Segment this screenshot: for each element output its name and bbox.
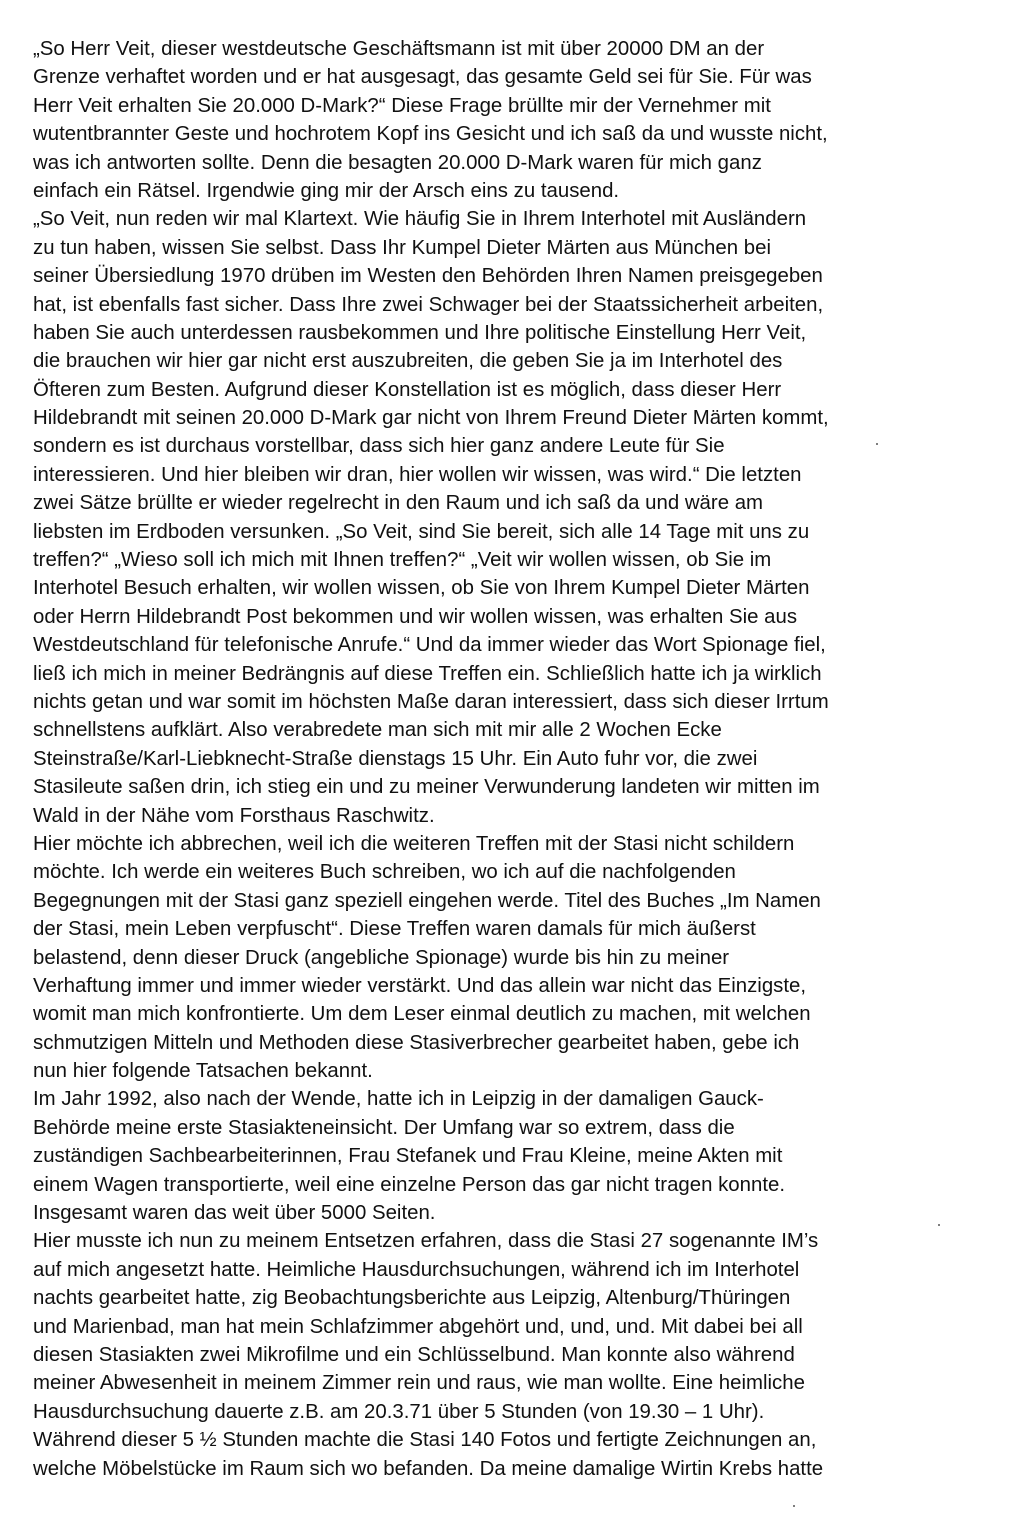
text-line: Steinstraße/Karl-Liebknecht-Straße dienstags 15 Uhr. Ein Auto fuhr vor, die zwei <box>33 746 758 770</box>
text-line: Hier möchte ich abbrechen, weil ich die weiteren Treffen mit der Stasi nicht schildern <box>33 831 795 855</box>
text-line: nachts gearbeitet hatte, zig Beobachtungsberichte aus Leipzig, Altenburg/Thüringen <box>33 1286 791 1310</box>
text-line: nun hier folgende Tatsachen bekannt. <box>33 1059 373 1083</box>
text-line: auf mich angesetzt hatte. Heimliche Hausdurchsuchungen, während ich im Interhotel <box>33 1257 800 1281</box>
text-line: sondern es ist durchaus vorstellbar, dass sich hier ganz andere Leute für Sie <box>33 434 725 458</box>
scan-speck <box>938 1224 940 1226</box>
text-line: belastend, denn dieser Druck (angebliche Spionage) wurde bis hin zu meiner <box>33 945 730 969</box>
text-line: womit man mich konfrontierte. Um dem Leser einmal deutlich zu machen, mit welchen <box>33 1002 811 1026</box>
text-line: schmutzigen Mitteln und Methoden diese Stasiverbrecher gearbeitet haben, gebe ich <box>33 1030 800 1054</box>
text-line: oder Herrn Hildebrandt Post bekommen und wir wollen wissen, was erhalten Sie aus <box>33 604 798 628</box>
text-line: zuständigen Sachbearbeiterinnen, Frau Stefanek und Frau Kleine, meine Akten mit <box>33 1144 783 1168</box>
text-line: Hier musste ich nun zu meinem Entsetzen erfahren, dass die Stasi 27 sogenannte IM’s <box>33 1229 819 1253</box>
text-line: die brauchen wir hier gar nicht erst auszubreiten, die geben Sie ja im Interhotel des <box>33 349 783 373</box>
scan-speck <box>876 443 878 445</box>
text-line: liebsten im Erdboden versunken. „So Veit, sind Sie bereit, sich alle 14 Tage mit uns zu <box>33 519 810 543</box>
text-line: Behörde meine erste Stasiakteneinsicht. Der Umfang war so extrem, dass die <box>33 1115 735 1139</box>
text-line: wutentbrannter Geste und hochrotem Kopf ins Gesicht und ich saß da und wusste nicht, <box>33 122 828 146</box>
text-line: treffen?“ „Wieso soll ich mich mit Ihnen treffen?“ „Veit wir wollen wissen, ob Sie im <box>33 548 772 572</box>
text-line: nichts getan und war somit im höchsten Maße daran interessiert, dass sich dieser Irrtum <box>33 689 829 713</box>
text-line: Insgesamt waren das weit über 5000 Seiten. <box>33 1201 436 1225</box>
text-line: Herr Veit erhalten Sie 20.000 D-Mark?“ Diese Frage brüllte mir der Vernehmer mit <box>33 93 771 117</box>
text-line: seiner Übersiedlung 1970 drüben im Westen den Behörden Ihren Namen preisgegeben <box>33 264 823 288</box>
scan-speck <box>793 1505 795 1507</box>
text-line: möchte. Ich werde ein weiteres Buch schreiben, wo ich auf die nachfolgenden <box>33 860 736 884</box>
text-line: welche Möbelstücke im Raum sich wo befanden. Da meine damalige Wirtin Krebs hatte <box>33 1456 824 1480</box>
text-line: Westdeutschland für telefonische Anrufe.“ Und da immer wieder das Wort Spionage fiel, <box>33 633 826 657</box>
text-line: „So Herr Veit, dieser westdeutsche Geschäftsmann ist mit über 20000 DM an der <box>33 37 765 60</box>
text-line: Während dieser 5 ½ Stunden machte die Stasi 140 Fotos und fertigte Zeichnungen an, <box>33 1428 817 1452</box>
text-line: Hausdurchsuchung dauerte z.B. am 20.3.71 über 5 Stunden (von 19.30 – 1 Uhr). <box>33 1399 765 1423</box>
text-line: zwei Sätze brüllte er wieder regelrecht in den Raum und ich saß da und wäre am <box>33 491 764 515</box>
text-line: „So Veit, nun reden wir mal Klartext. Wie häufig Sie in Ihrem Interhotel mit Ausländern <box>33 207 807 231</box>
text-line: und Marienbad, man hat mein Schlafzimmer abgehört und, und, und. Mit dabei bei all <box>33 1314 803 1338</box>
text-line: hat, ist ebenfalls fast sicher. Dass Ihre zwei Schwager bei der Staatssicherheit arbeiten, <box>33 292 824 316</box>
text-line: meiner Abwesenheit in meinem Zimmer rein und raus, wie man wollte. Eine heimliche <box>33 1371 805 1395</box>
text-line: Wald in der Nähe vom Forsthaus Raschwitz. <box>33 803 435 827</box>
text-line: Stasileute saßen drin, ich stieg ein und zu meiner Verwunderung landeten wir mitten im <box>33 775 820 799</box>
text-line: zu tun haben, wissen Sie selbst. Dass Ihr Kumpel Dieter Märten aus München bei <box>33 235 771 259</box>
text-line: der Stasi, mein Leben verpfuscht“. Diese Treffen waren damals für mich äußerst <box>33 917 756 941</box>
text-line: einfach ein Rätsel. Irgendwie ging mir der Arsch eins zu tausend. <box>33 178 620 202</box>
text-line: haben Sie auch unterdessen rausbekommen und Ihre politische Einstellung Herr Veit, <box>33 320 807 344</box>
text-line: Interhotel Besuch erhalten, wir wollen wissen, ob Sie von Ihrem Kumpel Dieter Märten <box>33 576 810 600</box>
text-line: einem Wagen transportierte, weil eine einzelne Person das gar nicht tragen konnte. <box>33 1172 786 1196</box>
text-line: Öfteren zum Besten. Aufgrund dieser Konstellation ist es möglich, dass dieser Herr <box>33 377 782 401</box>
text-line: Grenze verhaftet worden und er hat ausgesagt, das gesamte Geld sei für Sie. Für was <box>33 65 812 89</box>
text-line: diesen Stasiakten zwei Mikrofilme und ein Schlüsselbund. Man konnte also während <box>33 1342 795 1366</box>
text-line: Verhaftung immer und immer wieder verstärkt. Und das allein war nicht das Einzigste, <box>33 973 807 997</box>
body-text <box>33 35 1003 1483</box>
text-line: Hildebrandt mit seinen 20.000 D-Mark gar nicht von Ihrem Freund Dieter Märten kommt, <box>33 406 829 430</box>
text-line: schnellstens aufklärt. Also verabredete man sich mit mir alle 2 Wochen Ecke <box>33 718 722 742</box>
text-line: was ich antworten sollte. Denn die besagten 20.000 D-Mark waren für mich ganz <box>33 150 762 174</box>
text-line: Begegnungen mit der Stasi ganz speziell eingehen werde. Titel des Buches „Im Namen <box>33 888 821 912</box>
text-line: Im Jahr 1992, also nach der Wende, hatte ich in Leipzig in der damaligen Gauck- <box>33 1087 764 1111</box>
text-line: interessieren. Und hier bleiben wir dran, hier wollen wir wissen, was wird.“ Die letzten <box>33 462 802 486</box>
text-line: ließ ich mich in meiner Bedrängnis auf diese Treffen ein. Schließlich hatte ich ja wirklich <box>33 661 822 685</box>
